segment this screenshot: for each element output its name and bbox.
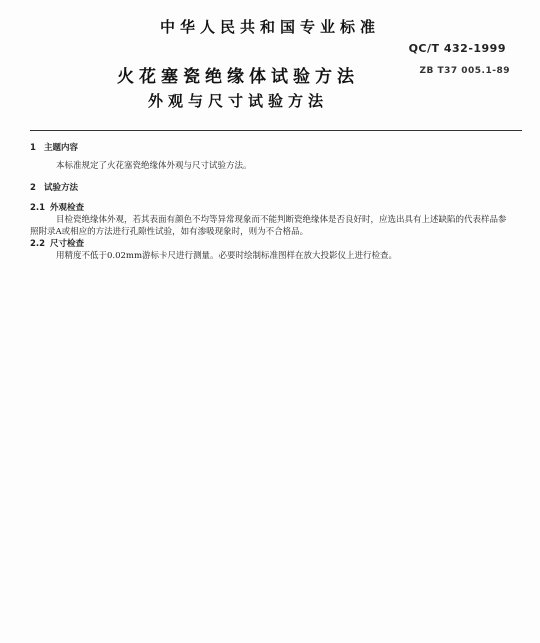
section-number: 2 [30,183,36,193]
subsection-heading-2-2 [30,238,512,250]
replaced-standard-number: ZB T37 005.1-89 [419,66,510,76]
document-title: 火花塞瓷绝缘体试验方法 [117,67,359,87]
subsection-number: 2.1 [30,203,46,213]
section-heading-2 [30,182,512,194]
document-subtitle: 外观与尺寸试验方法 [147,92,328,110]
issuing-organization: 中华人民共和国专业标准 [159,18,380,36]
section-title: 主题内容 [44,143,79,153]
subsection-title: 尺寸检查 [50,239,85,249]
subsection-paragraph: 用精度不低于0.02mm游标卡尺进行测量。必要时绘制标准图样在放大投影仪上进行检查。 [56,251,398,261]
subsection-paragraph: 目检瓷绝缘体外观，若其表面有颜色不均等异常现象而不能判断瓷绝缘体是否良好时，应选出具有上述缺陷的代表样品参照附录A或相应的方法进行孔隙性试验，如有渗吸现象时，则为不合格品。 [30,215,507,237]
header-divider [30,130,522,131]
subsection-number: 2.2 [30,239,46,249]
document-body [30,142,512,262]
standard-number: QC/T 432-1999 [408,42,506,55]
section-title: 试验方法 [44,183,79,193]
subsection-title: 外观检查 [50,203,85,213]
section-heading-1 [30,142,512,154]
section-number: 1 [30,143,36,153]
section-paragraph: 本标准规定了火花塞瓷绝缘体外观与尺寸试验方法。 [56,161,252,171]
subsection-heading-2-1 [30,202,512,214]
